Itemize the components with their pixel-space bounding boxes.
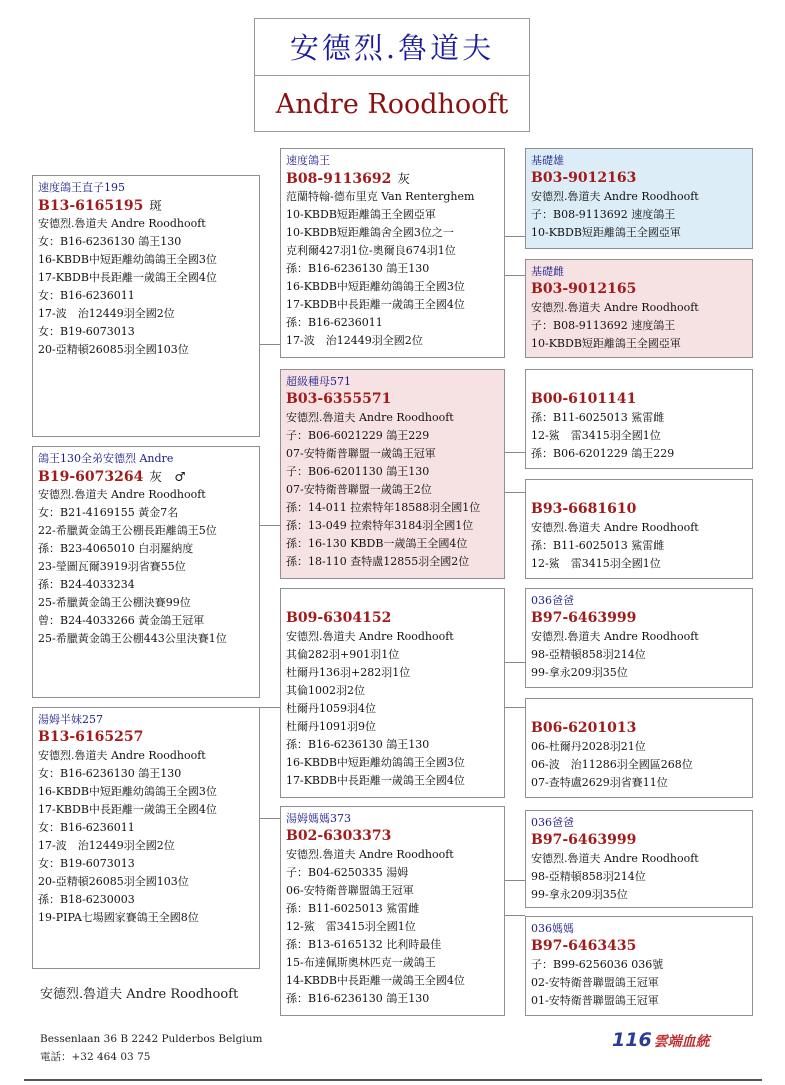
card-line: 子：B06-6021229 鴿王229 <box>286 429 430 442</box>
card-line: 15-布達佩斯奧林匹克一歲鴿王 <box>286 956 436 969</box>
site-logo[interactable] <box>612 1029 722 1055</box>
pedigree-card-grandsire-1[interactable] <box>525 148 753 249</box>
card-line: 99-拿永209羽35位 <box>531 888 628 901</box>
card-line: 孫：B16-6236130 鴿王130 <box>286 992 430 1005</box>
card-line: 06-安特衛普聯盟鴿王冠軍 <box>286 884 414 897</box>
card-line: 孫：13-049 拉索特年3184羽全國1位 <box>286 519 474 532</box>
ring-number: B09-6304152 <box>286 610 392 626</box>
card-line: 98-亞精頓858羽214位 <box>531 870 646 883</box>
card-line: 12-鯊 雷3415羽全國1位 <box>286 920 416 933</box>
card-header: 速度鴿王 <box>286 154 330 167</box>
card-line: 16-KBDB中短距離幼鴿鴿王全國3位 <box>286 280 465 293</box>
card-header: 036爸爸 <box>531 816 574 829</box>
card-line: 17-KBDB中長距離一歲鴿王全國4位 <box>38 803 217 816</box>
card-line: 10-KBDB短距離鴿王全國亞軍 <box>531 226 681 239</box>
card-line: 16-KBDB中短距離幼鴿鴿王全國3位 <box>38 785 217 798</box>
card-line: 17-波 治12449羽全國2位 <box>38 839 175 852</box>
breeder-address: Bessenlaan 36 B 2242 Pulderbos Belgium <box>40 1033 263 1045</box>
card-line: 06-波 治11286羽全國區268位 <box>531 758 693 771</box>
card-line: 孫：14-011 拉索特年18588羽全國1位 <box>286 501 481 514</box>
ring-number: B93-6681610 <box>531 501 637 517</box>
card-line: 安德烈.魯道夫 Andre Roodhooft <box>531 301 699 314</box>
card-line: 22-希臘黃金鴿王公棚長距離鴿王5位 <box>38 524 217 537</box>
card-line: 孫：18-110 查特盧12855羽全國2位 <box>286 555 470 568</box>
card-line: 曾：B24-4033266 黃金鴿王冠軍 <box>38 614 205 627</box>
card-line: 克利爾427羽1位-奧爾良674羽1位 <box>286 244 456 257</box>
connector-line <box>504 707 525 708</box>
ring-number: B97-6463435 <box>531 938 637 954</box>
card-line: 安德烈.魯道夫 Andre Roodhooft <box>38 749 206 762</box>
card-line: 07-查特盧2629羽省賽11位 <box>531 776 668 789</box>
card-line: 孫：B11-6025013 鯊雷雌 <box>286 902 420 915</box>
ring-number: B08-9113692 灰 <box>286 171 410 187</box>
card-line: 女：B16-6236011 <box>38 289 135 302</box>
card-line: 孫：B23-4065010 白羽羅納度 <box>38 542 194 555</box>
card-line: 女：B21-4169155 黃金7名 <box>38 506 179 519</box>
card-line: 女：B19-6073013 <box>38 857 135 870</box>
card-line: 12-鯊 雷3415羽全國1位 <box>531 557 661 570</box>
color-label: 灰 <box>397 171 410 186</box>
card-line: 孫：B11-6025013 鯊雷雌 <box>531 539 665 552</box>
card-line: 98-亞精頓858羽214位 <box>531 648 646 661</box>
card-header: 036媽媽 <box>531 922 574 935</box>
card-line: 07-安特衛普聯盟一歲鴿王2位 <box>286 483 432 496</box>
breeder-name-footer: 安德烈.魯道夫 Andre Roodhooft <box>40 987 239 1002</box>
card-line: 10-KBDB短距離鴿王全國亞軍 <box>286 208 436 221</box>
card-line: 25-希臘黃金鴿王公棚443公里決賽1位 <box>38 632 227 645</box>
logo-text: 雲端血統 <box>653 1034 710 1050</box>
pedigree-card-subject-2[interactable] <box>32 446 260 698</box>
connector-line <box>504 880 525 881</box>
card-line: 安德烈.魯道夫 Andre Roodhooft <box>531 630 699 643</box>
card-line: 14-KBDB中長距離一歲鴿王全國4位 <box>286 974 465 987</box>
card-line: 安德烈.魯道夫 Andre Roodhooft <box>531 852 699 865</box>
card-line: 孫：B06-6201229 鴿王229 <box>531 447 675 460</box>
card-line: 女：B19-6073013 <box>38 325 135 338</box>
card-line: 02-安特衛普聯盟鴿王冠軍 <box>531 976 659 989</box>
logo-number: 116 <box>612 1029 652 1051</box>
card-line: 孫：B18-6230003 <box>38 893 135 906</box>
connector-line <box>504 492 525 493</box>
card-line: 范蘭特翰-德布里克 Van Renterghem <box>286 190 475 203</box>
color-label: 斑 <box>149 198 162 213</box>
card-header <box>531 484 747 500</box>
card-line: 17-KBDB中長距離一歲鴿王全國4位 <box>286 774 465 787</box>
card-line: 20-亞精頓26085羽全國103位 <box>38 343 189 356</box>
card-header <box>286 593 499 609</box>
bottom-divider <box>24 1079 762 1081</box>
connector-line <box>504 452 525 453</box>
card-line: 07-安特衛普聯盟一歲鴿王冠軍 <box>286 447 436 460</box>
ring-number: B19-6073264 灰 ♂ <box>38 469 186 485</box>
breeder-name-chinese: 安德烈.魯道夫 <box>255 19 529 76</box>
card-header <box>531 374 747 390</box>
ring-number: B13-6165195 斑 <box>38 198 162 214</box>
card-line: 孫：B24-4033234 <box>38 578 135 591</box>
card-line: 10-KBDB短距離鴿舍全國3位之一 <box>286 226 454 239</box>
card-line: 23-瑩圖瓦爾3919羽省賽55位 <box>38 560 186 573</box>
breeder-name-english: Andre Roodhooft <box>275 89 509 120</box>
card-line: 01-安特衛普聯盟鴿王冠軍 <box>531 994 659 1007</box>
ring-number: B13-6165257 <box>38 729 144 745</box>
card-line: 安德烈.魯道夫 Andre Roodhooft <box>531 521 699 534</box>
card-line: 杜爾丹136羽+282羽1位 <box>286 666 411 679</box>
connector-line <box>259 818 281 819</box>
card-header: 036爸爸 <box>531 594 574 607</box>
connector-line <box>259 707 281 708</box>
card-line: 10-KBDB短距離鴿王全國亞軍 <box>531 337 681 350</box>
card-line: 杜爾丹1059羽4位 <box>286 702 376 715</box>
pedigree-card-subject-1[interactable] <box>32 175 260 437</box>
ring-number: B00-6101141 <box>531 391 637 407</box>
pedigree-card-sire-2[interactable] <box>280 588 505 798</box>
card-header: 湯姆媽媽373 <box>286 812 351 825</box>
pedigree-card-grandsire-3[interactable] <box>525 588 753 688</box>
card-line: 杜爾丹1091羽9位 <box>286 720 376 733</box>
card-line: 16-KBDB中短距離幼鴿鴿王全國3位 <box>38 253 217 266</box>
pedigree-card-dam-2[interactable] <box>280 806 505 1016</box>
ring-number: B02-6303373 <box>286 828 392 844</box>
pedigree-card-granddam-1[interactable] <box>525 259 753 358</box>
card-line: 其倫1002羽2位 <box>286 684 365 697</box>
card-header: 超級種母571 <box>286 375 351 388</box>
card-line: 12-鯊 雷3415羽全國1位 <box>531 429 661 442</box>
card-line: 安德烈.魯道夫 Andre Roodhooft <box>38 488 206 501</box>
card-header <box>531 703 747 719</box>
card-line: 06-杜爾丹2028羽21位 <box>531 740 646 753</box>
card-line: 99-拿永209羽35位 <box>531 666 628 679</box>
title-box <box>254 18 530 132</box>
card-line: 孫：B16-6236130 鴿王130 <box>286 738 430 751</box>
card-line: 孫：16-130 KBDB一歲鴿王全國4位 <box>286 537 468 550</box>
card-line: 安德烈.魯道夫 Andre Roodhooft <box>286 848 454 861</box>
card-line: 安德烈.魯道夫 Andre Roodhooft <box>286 411 454 424</box>
connector-line <box>504 915 525 916</box>
card-line: 19-PIPA七場國家賽鴿王全國8位 <box>38 911 199 924</box>
card-line: 其倫282羽+901羽1位 <box>286 648 400 661</box>
card-line: 子：B06-6201130 鴿王130 <box>286 465 430 478</box>
pedigree-card-grandsire-4[interactable] <box>525 810 753 908</box>
card-line: 孫：B16-6236011 <box>286 316 383 329</box>
card-line: 子：B04-6250335 湯姆 <box>286 866 409 879</box>
card-header: 湯姆半妹257 <box>38 713 103 726</box>
card-line: 20-亞精頓26085羽全國103位 <box>38 875 189 888</box>
card-line: 孫：B16-6236130 鴿王130 <box>286 262 430 275</box>
card-header: 速度鴿王直子195 <box>38 181 125 194</box>
breeder-phone: 電話：+32 464 03 75 <box>40 1051 151 1063</box>
ring-number: B97-6463999 <box>531 832 637 848</box>
card-line: 子：B08-9113692 速度鴿王 <box>531 208 676 221</box>
card-header: 基礎雌 <box>531 265 564 278</box>
card-line: 17-波 治12449羽全國2位 <box>286 334 423 347</box>
pedigree-card-grandsire-2[interactable] <box>525 369 753 469</box>
card-line: 16-KBDB中短距離幼鴿鴿王全國3位 <box>286 756 465 769</box>
pedigree-card-granddam-2[interactable] <box>525 479 753 579</box>
card-line: 安德烈.魯道夫 Andre Roodhooft <box>286 630 454 643</box>
card-line: 子：B99-6256036 036號 <box>531 958 664 971</box>
card-line: 安德烈.魯道夫 Andre Roodhooft <box>531 190 699 203</box>
pedigree-card-granddam-4[interactable] <box>525 916 753 1016</box>
pedigree-card-granddam-3[interactable] <box>525 698 753 798</box>
card-line: 女：B16-6236130 鴿王130 <box>38 767 182 780</box>
card-line: 女：B16-6236130 鴿王130 <box>38 235 182 248</box>
ring-number: B97-6463999 <box>531 610 637 626</box>
ring-number: B03-9012165 <box>531 281 637 297</box>
pedigree-card-dam-1[interactable] <box>280 369 505 579</box>
ring-number: B03-6355571 <box>286 391 392 407</box>
ring-number: B06-6201013 <box>531 720 637 736</box>
pedigree-card-subject-3[interactable] <box>32 707 260 969</box>
card-line: 17-KBDB中長距離一歲鴿王全國4位 <box>38 271 217 284</box>
ring-number: B03-9012163 <box>531 170 637 186</box>
card-line: 子：B08-9113692 速度鴿王 <box>531 319 676 332</box>
card-line: 17-波 治12449羽全國2位 <box>38 307 175 320</box>
card-line: 安德烈.魯道夫 Andre Roodhooft <box>38 217 206 230</box>
connector-line <box>504 236 525 237</box>
connector-line <box>259 525 281 526</box>
color-sex-label: 灰 ♂ <box>149 469 186 484</box>
card-line: 孫：B13-6165132 比利時最佳 <box>286 938 442 951</box>
card-header: 鴿王130全弟安德烈 Andre <box>38 452 174 465</box>
card-line: 孫：B11-6025013 鯊雷雌 <box>531 411 665 424</box>
card-line: 17-KBDB中長距離一歲鴿王全國4位 <box>286 298 465 311</box>
card-line: 25-希臘黃金鴿王公棚決賽99位 <box>38 596 191 609</box>
card-line: 女：B16-6236011 <box>38 821 135 834</box>
connector-line <box>504 275 525 276</box>
connector-line <box>504 662 525 663</box>
card-header: 基礎雄 <box>531 154 564 167</box>
connector-line <box>259 344 281 345</box>
pedigree-card-sire-1[interactable] <box>280 148 505 358</box>
